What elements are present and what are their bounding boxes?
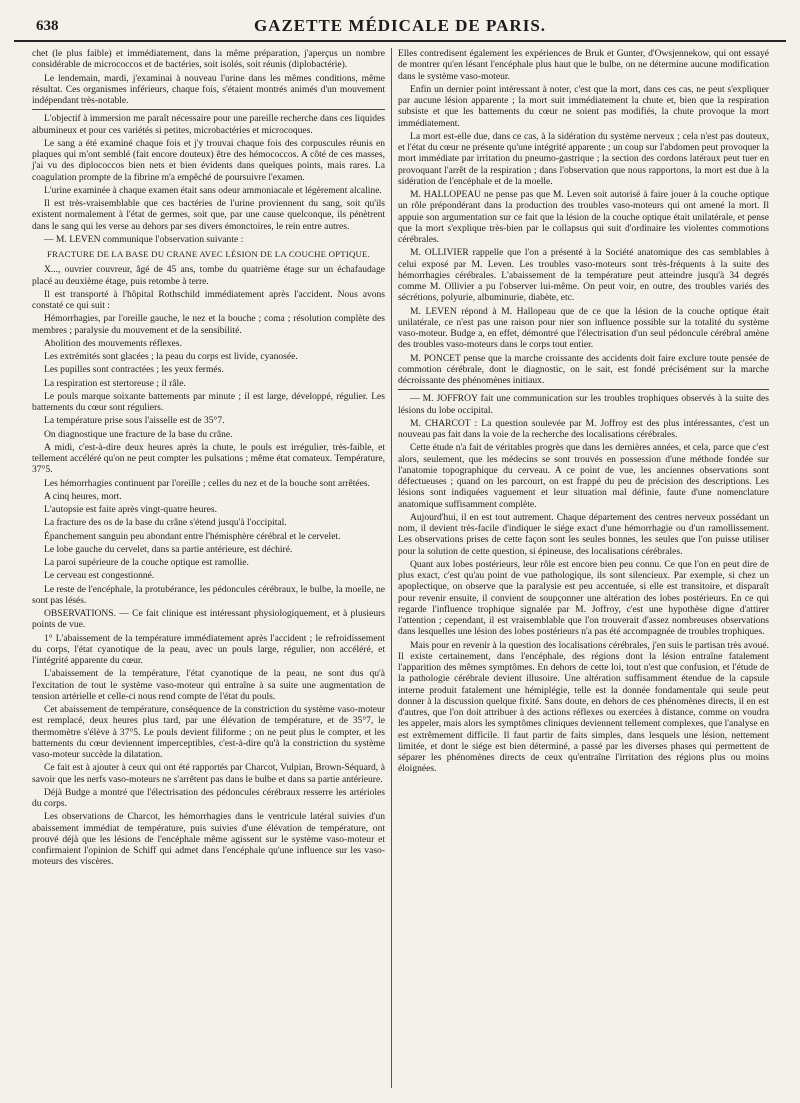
paragraph: Les extrémités sont glacées ; la peau du corps est livide, cyanosée.	[44, 351, 298, 362]
right-column	[391, 48, 773, 1088]
paragraph: chet (le plus faible) et immédiatement, dans la même préparation, j'aperçus un nombre considérable de micrococcos et de bactéries, soit isolés, soit réunis (diplobactérie).	[32, 48, 385, 71]
paragraph: 1° L'abaissement de la température immédiatement après l'accident ; le refroidissement du corps, l'état cyanotique de la peau, avec un pouls large, régulier, non accéléré, et l'intégrité apparente du cœur.	[32, 632, 385, 666]
paragraph: Abolition des mouvements réflexes.	[44, 337, 182, 349]
paragraph: Il est transporté à l'hôpital Rothschild immédiatement après l'accident. Nous avons constaté ce qui suit :	[32, 288, 385, 311]
paragraph: M. LEVEN répond à M. Hallopeau que de ce que la lésion de la couche optique était unilatérale, ce n'est pas une raison pour nier son influence possible sur la totalité du système vaso-moteur. Budge a, en effet, démontré que l'électrisation d'un seul pédoncule cérébral amène des troubles vaso-moteurs dans le corps tout entier.	[398, 305, 769, 351]
paragraph: Quant aux lobes postérieurs, leur rôle est encore bien peu connu. Ce que l'on en peut dire de plus exact, c'est qu'au point de vue pathologique, ils sont silencieux. Par exemple, si chez un apoplectique, on observe que la paralysie est peu accentuée, si elle est transitoire, et disparaît pour revenir ensuite, il convient de soupçonner une altération des lobes postérieurs. En ce qui regarde l'influence trophique signalée par M. Joffroy, c'est une hypothèse digne d'attirer l'attention ; cependant, il est vraisemblable que l'on trouverait d'assez nombreuses observations dans lesquelles une lésion des lobes postérieurs n'a pas été accompagnée de troubles trophiques.	[398, 558, 769, 638]
paragraph: Elles contredisent également les expériences de Bruk et Gunter, d'Owsjennekow, qui ont essayé de montrer qu'en lésant l'encéphale plus haut que le bulbe, on ne détermine aucune modification dans le système vaso-moteur.	[398, 48, 769, 82]
paragraph: Les observations de Charcot, les hémorrhagies dans le ventricule latéral suivies d'un abaissement immédiat de température, puis suivies d'une élévation de température, ont prouvé déjà que les lésions de l'encéphale même agissent sur le système vaso-moteur et confirmaient l'opinion de Schiff qui admet dans l'encéphale qu'une influence sur les vaso-moteurs des viscères.	[32, 811, 385, 868]
paragraph: Cette étude n'a fait de véritables progrès que dans les dernières années, et cela, parce que c'est alors, seulement, que les médecins se sont trouvés en possession d'une méthode fondée sur l'anatomie topographique du cerveau. A ce point de vue, les anciennes observations sont défectueuses ; quand on les parcourt, on est frappé du peu de précision des descriptions. Les lésions sont indiquées vaguement et leur situation mal définie, faute d'une nomenclature anatomique suffisamment complète.	[398, 442, 769, 510]
paragraph: Déjà Budge a montré que l'électrisation des pédoncules cérébraux resserre les artérioles du corps.	[32, 786, 385, 809]
paragraph: L'autopsie est faite après vingt-quatre heures.	[44, 504, 217, 515]
paragraph: Ce fait est à ajouter à ceux qui ont été rapportés par Charcot, Vulpian, Brown-Séquard, à savoir que les nerfs vaso-moteurs ne s'arrêtent pas dans le bulbe et dans sa partie antérieure.	[32, 762, 385, 785]
paragraph: A cinq heures, mort.	[44, 490, 122, 502]
paragraph: Les pupilles sont contractées ; les yeux fermés.	[44, 364, 224, 376]
paragraph: On diagnostique une fracture de la base du crâne.	[44, 428, 233, 440]
paragraph: Enfin un dernier point intéressant à noter, c'est que la mort, dans ces cas, ne peut s'expliquer par aucune lésion apparente ; la mort suit immédiatement la chute et, bien que la respiration subsiste et que les battements du cœur ne soient pas modifiés, la chute provoque la mort immédiatement.	[398, 83, 769, 129]
paragraph: L'objectif à immersion me paraît nécessaire pour une pareille recherche dans ces liquides albumineux et pour ces variétés si petites, microbactéries et microcoques.	[32, 113, 385, 136]
paragraph: L'urine examinée à chaque examen était sans odeur ammoniacale et légèrement alcaline.	[44, 184, 382, 196]
paragraph: M. CHARCOT : La question soulevée par M. Joffroy est des plus intéressantes, c'est un nouveau pas fait dans la voie de la recherche des localisations cérébrales.	[398, 417, 769, 440]
paragraph: Les hémorrhagies continuent par l'oreille ; celles du nez et de la bouche sont arrêtées.	[44, 477, 370, 489]
section-divider	[398, 389, 769, 390]
page-header	[14, 10, 786, 42]
paragraph: Le lendemain, mardi, j'examinai à nouveau l'urine dans les mêmes conditions, même résultat. Ces organismes inférieurs, chaque fois, s'étaient montrés animés d'un mouvement indépendant très-notable.	[32, 72, 385, 106]
paragraph: Le lobe gauche du cervelet, dans sa partie antérieure, est déchiré.	[44, 543, 293, 555]
paragraph: X..., ouvrier couvreur, âgé de 45 ans, tombe du quatrième étage sur un échafaudage placé au deuxième étage, puis retombe à terre.	[32, 264, 385, 287]
paragraph: — M. LEVEN communique l'observation suivante :	[44, 233, 244, 245]
journal-title: GAZETTE MÉDICALE DE PARIS.	[253, 16, 547, 35]
paragraph: Le reste de l'encéphale, la protubérance, les pédoncules cérébraux, le bulbe, la moelle, ne sont pas lésés.	[32, 583, 385, 606]
paragraph: Le pouls marque soixante battements par minute ; il est large, développé, régulier. Les battements du cœur sont réguliers.	[32, 390, 385, 413]
paragraph: M. OLLIVIER rappelle que l'on a présenté à la Société anatomique des cas semblables à celui exposé par M. Leven. Les troubles vaso-moteurs sont très-fréquents à la suite des hémorrhagies cérébrales. L'abaissement de la température peut atteindre jusqu'à 34 degrés comme M. Ollivier a pu l'observer lui-même. On peut voir, en outre, des troubles variés des sécrétions, polyurie, albuminurie, diabète, etc.	[398, 247, 769, 304]
paragraph: Aujourd'hui, il en est tout autrement. Chaque département des centres nerveux possédant un nom, il devient très-facile d'indiquer le siége exact d'une hémorrhagie ou d'un ramollissement. Les observations prises de cette façon sont les seules bonnes, les seules que l'on puisse utiliser pour la solution de cette question, si épineuse, des localisations cérébrales.	[398, 511, 769, 557]
paragraph: La respiration est stertoreuse ; il râle.	[44, 377, 186, 389]
paragraph: La fracture des os de la base du crâne s'étend jusqu'à l'occipital.	[44, 517, 287, 529]
paragraph: — M. JOFFROY fait une communication sur les troubles trophiques observés à la suite des lésions du lobe occipital.	[398, 393, 769, 416]
paragraph: Épanchement sanguin peu abondant entre l'hémisphère cérébral et le cervelet.	[44, 530, 341, 542]
paragraph: A midi, c'est-à-dire deux heures après la chute, le pouls est irrégulier, très-faible, et tellement accéléré qu'on ne peut compter les pulsations ; même état comateux. Température, 37°5.	[32, 441, 385, 476]
paragraph: Cet abaissement de température, conséquence de la constriction du système vaso-moteur est remplacé, deux heures plus tard, par une élévation de température, et de 35°7, le thermomètre s'élève à 37°5. Le pouls devient filiforme ; on ne peut plus le compter, et les battements du cœur deviennent imperceptibles, c'est-à-dire qu'à la constriction du système vaso-moteur succède la dilatation.	[32, 704, 385, 760]
paragraph: Le sang a été examiné chaque fois et j'y trouvai chaque fois des corpuscules réunis en plaques qui m'ont semblé (fait encore douteux) être des hémococcos. A côté de ces masses, j'ai vu des diplococcos bien nets et bien évidents dans quelques points, mais rares. La coagulation prompte de la fibrine m'a empêché de poursuivre l'examen.	[32, 137, 385, 183]
paragraph: Le cerveau est congestionné.	[44, 570, 155, 582]
paragraph: L'abaissement de la température, l'état cyanotique de la peau, ne sont dus qu'à l'excitation de tout le système vaso-moteur qui entraîne à sa suite une augmentation de tension artérielle et celle-ci nous rend compte de l'état du pouls.	[32, 668, 385, 702]
section-divider	[32, 109, 385, 110]
paragraph: La température prise sous l'aisselle est de 35°7.	[44, 415, 225, 427]
case-heading: FRACTURE DE LA BASE DU CRANE AVEC LÉSION DE LA COUCHE OPTIQUE.	[46, 249, 371, 259]
page-number: 638	[36, 18, 59, 34]
left-column	[14, 48, 391, 1088]
paragraph: Il est très-vraisemblable que ces bactéries de l'urine proviennent du sang, soit qu'ils existent normalement à l'état de germes, soit que, par une cause quelconque, ils pénètrent dans le sang qui les verse au dehors par ses divers émonctoires, le rein entre autres.	[32, 198, 385, 232]
paragraph: La mort est-elle due, dans ce cas, à la sidération du système nerveux ; cela n'est pas douteux, et l'état du cœur ne présente qu'une intégrité apparente ; un coup sur l'abdomen peut provoquer la mort immédiate par irritation du pneumo-gastrique ; la section des cordons latéraux peut tuer en provoquant l'arrêt de la respiration ; dans l'observation que nous rapportons, la mort est due à la sidération de l'encéphale et de la moelle.	[398, 130, 769, 187]
paragraph: Mais pour en revenir à la question des localisations cérébrales, j'en suis le partisan très avoué. Il existe certainement, dans l'encéphale, des régions dont la lésion entraîne fatalement l'apparition des mêmes symptômes. En dehors de cette loi, tout n'est que confusion, et l'étude de la pathologie cérébrale devient illusoire. Une altération suffisamment étendue de la capsule interne produit fatalement une hémiplégie, telle est la donnée fondamentale qui seule peut donner à la discussion quelque fixité. Sans doute, en dehors de ces phénomènes directs, il en est d'autres, que l'on doit attribuer à des actions réflexes ou exercées à distance, comme on voudra les appeler, mais alors les symptômes cliniques deviennent tellement complexes, que l'analyse en est extrêmement difficile. Il faut partir de faits simples, dans lesquels une lésion, nettement limitée, et dont le siége est bien déterminé, a passé par les diverses phases qui permettent de séparer les phénomènes directs de ceux qu'entraîne l'irritation des régions plus ou moins éloignées.	[398, 639, 769, 775]
text-columns	[14, 48, 786, 1088]
paragraph: M. PONCET pense que la marche croissante des accidents doit faire exclure toute pensée de commotion cérébrale, dont le diagnostic, on le sait, est fondé précisément sur la marche décroissante des phénomènes initiaux.	[398, 352, 769, 386]
paragraph: OBSERVATIONS. — Ce fait clinique est intéressant physiologiquement, et à plusieurs points de vue.	[32, 608, 385, 631]
paragraph: La paroi supérieure de la couche optique est ramollie.	[44, 557, 249, 568]
paragraph: M. HALLOPEAU ne pense pas que M. Leven soit autorisé à faire jouer à la couche optique un rôle prépondérant dans la production des troubles vaso-moteurs qui ont amené la mort. Il appuie son argumentation sur ce fait que la lésion de la couche optique était unilatérale, et pense que la mort s'explique très-bien par le collapsus qui suit d'ordinaire les violentes commotions cérébrales.	[398, 189, 769, 245]
paragraph: Hémorrhagies, par l'oreille gauche, le nez et la bouche ; coma ; résolution complète des membres ; paralysie du mouvement et de la sensibilité.	[32, 313, 385, 336]
